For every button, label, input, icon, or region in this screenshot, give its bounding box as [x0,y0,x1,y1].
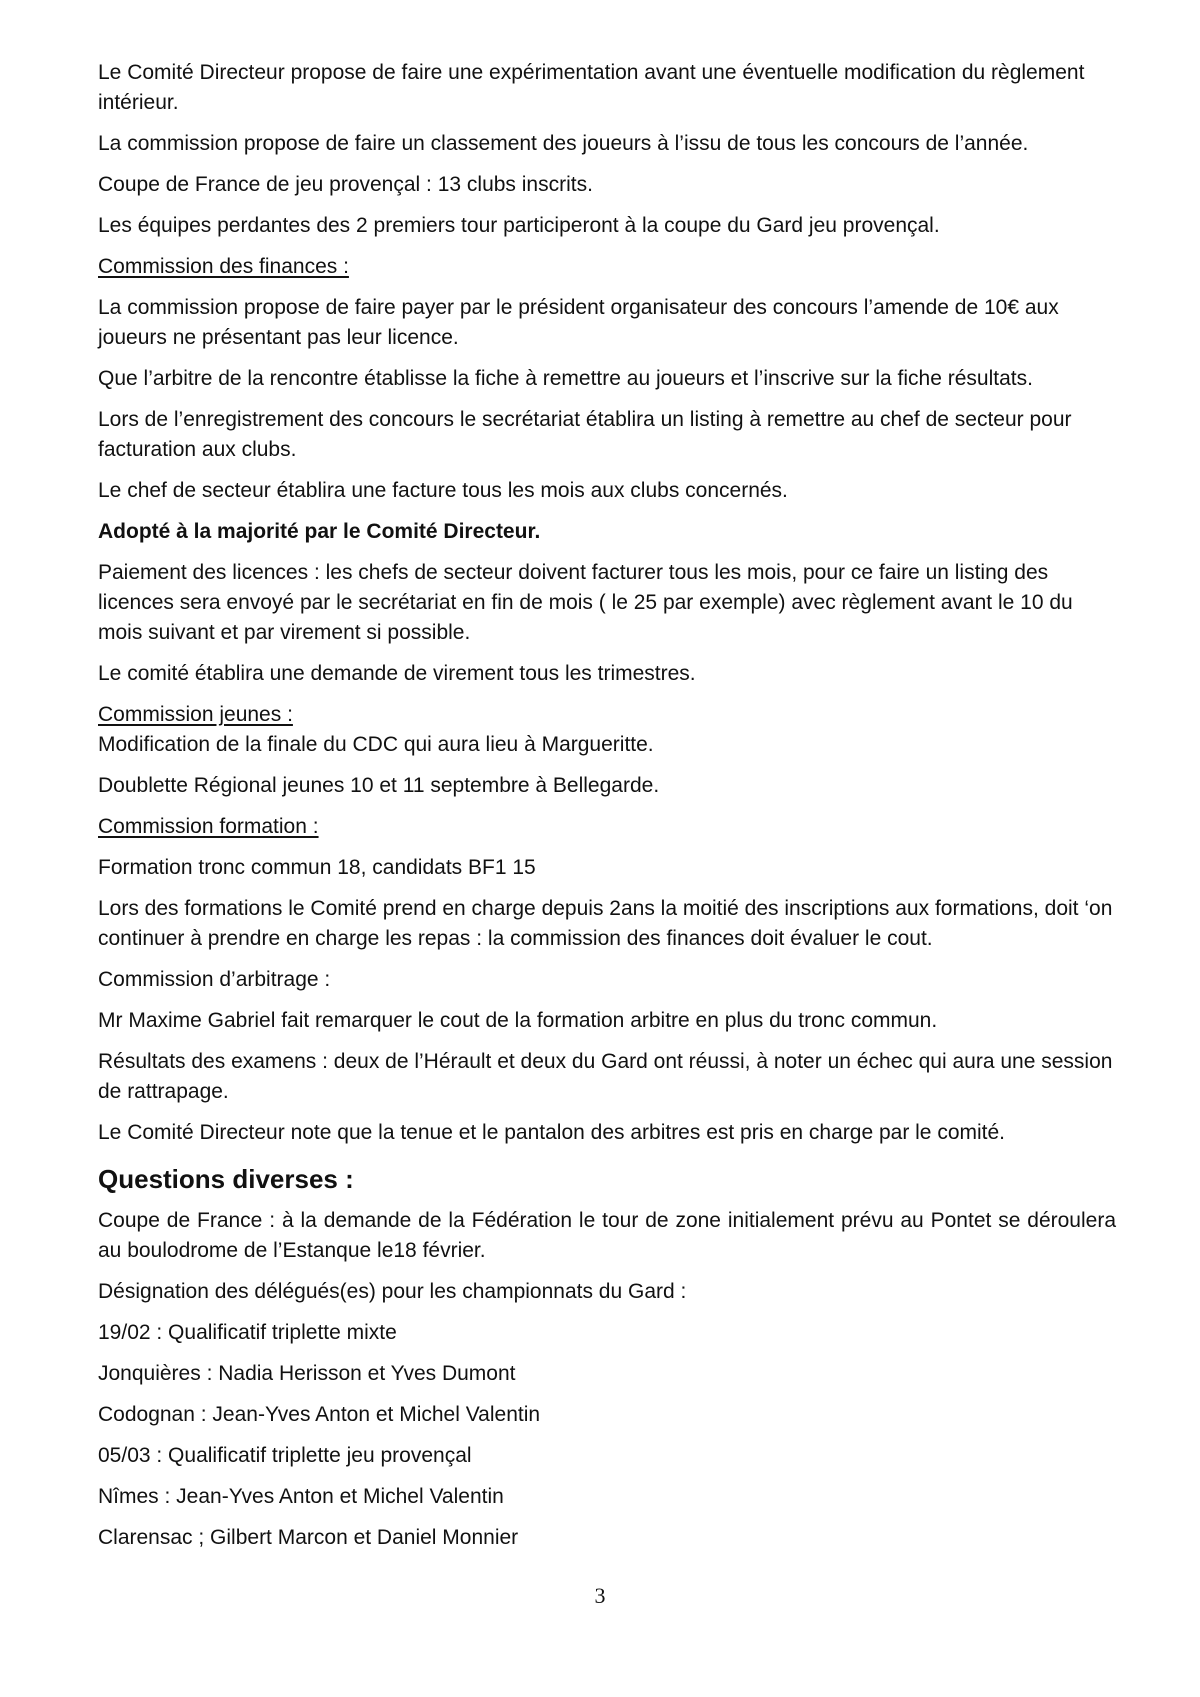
paragraph: Lors des formations le Comité prend en charge depuis 2ans la moitié des inscriptions aux formations, doit ‘on continuer à prendre en charge les repas : la commission des finances doit évaluer le cout. [98,897,1113,950]
list-item: 19/02 : Qualificatif triplette mixte [98,1321,397,1344]
list-item: Codognan : Jean-Yves Anton et Michel Valentin [98,1403,541,1426]
section-heading-jeunes: Commission jeunes : [98,703,293,726]
paragraph: Doublette Régional jeunes 10 et 11 septembre à Bellegarde. [98,774,660,797]
section-heading-formation: Commission formation : [98,815,319,838]
paragraph: La commission propose de faire payer par le président organisateur des concours l’amende de 10€ aux joueurs ne présentant pas leur licence. [98,296,1059,349]
paragraph: Le Comité Directeur propose de faire une expérimentation avant une éventuelle modification du règlement intérieur. [98,61,1085,114]
paragraph: Résultats des examens : deux de l’Hérault et deux du Gard ont réussi, à noter un échec qui aura une session de rattrapage. [98,1050,1113,1103]
paragraph: Le comité établira une demande de virement tous les trimestres. [98,662,696,685]
paragraph: Les équipes perdantes des 2 premiers tour participeront à la coupe du Gard jeu provençal. [98,214,940,237]
paragraph: Coupe de France : à la demande de la Fédération le tour de zone initialement prévu au Pontet se déroulera au boulodrome de l’Estanque le18 février. [98,1209,1116,1262]
paragraph: La commission propose de faire un classement des joueurs à l’issu de tous les concours de l’année. [98,132,1029,155]
section-heading-arbitrage: Commission d’arbitrage : [98,968,331,991]
paragraph: Lors de l’enregistrement des concours le secrétariat établira un listing à remettre au chef de secteur pour facturation aux clubs. [98,408,1072,461]
page-number: 3 [594,1583,606,1608]
paragraph: Le chef de secteur établira une facture tous les mois aux clubs concernés. [98,479,788,502]
paragraph: Modification de la finale du CDC qui aura lieu à Margueritte. [98,733,654,756]
paragraph: Le Comité Directeur note que la tenue et le pantalon des arbitres est pris en charge par le comité. [98,1121,1006,1144]
decision-statement: Adopté à la majorité par le Comité Directeur. [98,520,541,543]
list-item: Clarensac ; Gilbert Marcon et Daniel Monnier [98,1526,519,1549]
paragraph: Désignation des délégués(es) pour les championnats du Gard : [98,1280,687,1303]
section-heading-finances: Commission des finances : [98,255,349,278]
paragraph: Mr Maxime Gabriel fait remarquer le cout de la formation arbitre en plus du tronc commun. [98,1009,938,1032]
section-heading-questions: Questions diverses : [98,1164,354,1194]
paragraph: Formation tronc commun 18, candidats BF1 15 [98,856,536,879]
paragraph: Que l’arbitre de la rencontre établisse la fiche à remettre au joueurs et l’inscrive sur la fiche résultats. [98,367,1033,390]
list-item: 05/03 : Qualificatif triplette jeu provençal [98,1444,472,1467]
list-item: Jonquières : Nadia Herisson et Yves Dumont [98,1362,516,1385]
list-item: Nîmes : Jean-Yves Anton et Michel Valentin [98,1485,504,1508]
paragraph: Coupe de France de jeu provençal : 13 clubs inscrits. [98,173,593,196]
page-body [98,58,1116,1564]
paragraph: Paiement des licences : les chefs de secteur doivent facturer tous les mois, pour ce faire un listing des licences sera envoyé par le secrétariat en fin de mois ( le 25 par exemple) avec règlement avant le 10 du mois suivant et par virement si possible. [98,561,1073,644]
